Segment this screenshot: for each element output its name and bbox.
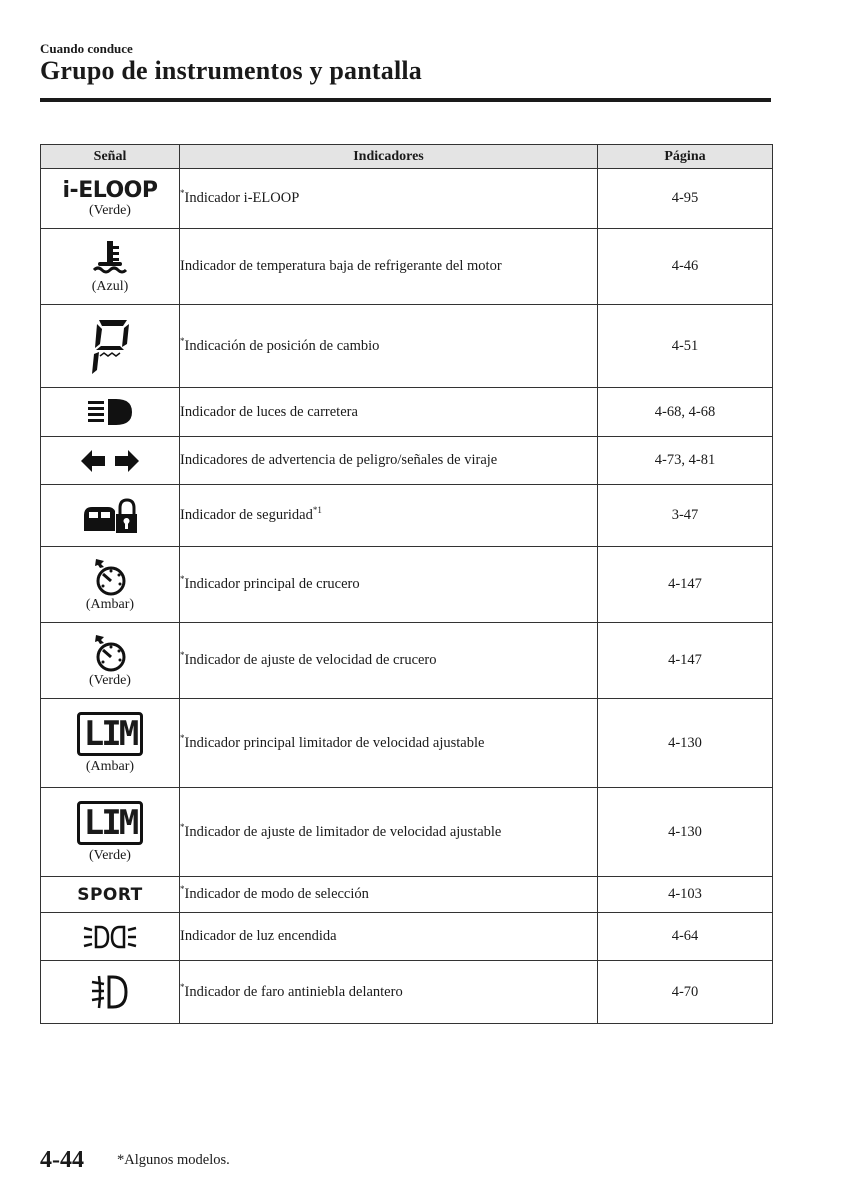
indicator-label: Indicador de ajuste de velocidad de crucero	[184, 652, 437, 668]
asterisk-mark: *	[180, 981, 185, 992]
table-row	[41, 229, 773, 305]
indicator-cell	[180, 547, 598, 623]
page-cell: 4-70	[598, 961, 773, 1024]
lim-icon: LIM	[77, 801, 143, 845]
indicator-label: Indicadores de advertencia de peligro/señales de viraje	[180, 452, 498, 468]
indicator-cell	[180, 169, 598, 229]
table-header-row	[41, 145, 773, 169]
table-row	[41, 437, 773, 485]
footnote-mark: *1	[312, 505, 322, 515]
cruise-main-icon	[90, 557, 130, 597]
security-lock-car-icon	[82, 497, 138, 535]
i-eloop-icon: i-ELOOP	[62, 177, 158, 203]
signal-cell	[41, 229, 180, 305]
shift-position-p-icon	[87, 316, 133, 376]
column-header-indicators: Indicadores	[180, 145, 598, 169]
column-header-page: Página	[598, 145, 773, 169]
table-row	[41, 169, 773, 229]
indicator-cell	[180, 437, 598, 485]
page-cell: 4-95	[598, 169, 773, 229]
indicator-cell	[180, 229, 598, 305]
indicator-cell	[180, 305, 598, 388]
asterisk-mark: *	[180, 188, 185, 198]
signal-cell	[41, 788, 180, 877]
indicator-cell	[180, 788, 598, 877]
color-label: (Verde)	[89, 672, 131, 688]
page-cell: 4-130	[598, 788, 773, 877]
table-row	[41, 788, 773, 877]
indicator-cell	[180, 877, 598, 913]
page-cell: 4-147	[598, 623, 773, 699]
signal-cell	[41, 547, 180, 623]
section-label: Cuando conduce	[40, 41, 133, 56]
signal-cell	[41, 699, 180, 788]
signal-cell	[41, 388, 180, 437]
page-cell: 4-130	[598, 699, 773, 788]
indicator-label: Indicador i-ELOOP	[184, 190, 300, 206]
table-row	[41, 913, 773, 961]
page-number: 4-44	[40, 1147, 84, 1173]
table-row	[41, 305, 773, 388]
column-header-signal: Señal	[41, 145, 180, 169]
indicator-cell	[180, 485, 598, 547]
indicator-label: Indicación de posición de cambio	[184, 337, 380, 354]
signal-cell	[41, 437, 180, 485]
indicator-table	[40, 144, 773, 1024]
color-label: (Ambar)	[85, 758, 135, 774]
color-label: (Verde)	[89, 847, 131, 863]
asterisk-mark: *	[180, 821, 185, 832]
indicator-cell	[180, 913, 598, 961]
color-label: (Azul)	[91, 278, 129, 294]
signal-cell	[41, 485, 180, 547]
page-cell: 4-64	[598, 913, 773, 961]
page-cell: 4-103	[598, 877, 773, 913]
low-coolant-temperature-icon	[90, 239, 130, 279]
table-row	[41, 623, 773, 699]
signal-cell	[41, 913, 180, 961]
table-row	[41, 961, 773, 1024]
turn-signal-arrows-icon	[81, 450, 139, 472]
cruise-set-icon	[90, 633, 130, 673]
indicator-label: Indicador de faro antiniebla delantero	[184, 983, 403, 1000]
indicator-cell	[180, 623, 598, 699]
page-cell: 4-68, 4-68	[598, 388, 773, 437]
page-cell: 4-46	[598, 229, 773, 305]
front-fog-light-icon	[90, 972, 130, 1012]
title-rule	[40, 98, 771, 102]
asterisk-mark: *	[180, 574, 185, 584]
table-row	[41, 388, 773, 437]
color-label: (Ambar)	[85, 596, 135, 612]
indicator-label: Indicador de temperatura baja de refrigerante del motor	[180, 258, 502, 274]
indicator-label: Indicador principal limitador de velocidad ajustable	[184, 734, 485, 751]
page-title: Grupo de instrumentos y pantalla	[40, 56, 423, 85]
table-row	[41, 485, 773, 547]
table-row	[41, 699, 773, 788]
footnote: *Algunos modelos.	[117, 1152, 230, 1168]
page-cell: 4-51	[598, 305, 773, 388]
table-row	[41, 877, 773, 913]
sport-mode-icon: SPORT	[77, 884, 143, 905]
high-beam-icon	[86, 398, 134, 426]
indicator-label: Indicador de seguridad	[180, 507, 313, 523]
page-cell: 3-47	[598, 485, 773, 547]
indicator-label: Indicador de luz encendida	[180, 928, 337, 944]
signal-cell	[41, 305, 180, 388]
lights-on-icon	[82, 924, 138, 950]
color-label: (Verde)	[89, 202, 131, 218]
page-cell: 4-73, 4-81	[598, 437, 773, 485]
asterisk-mark: *	[180, 650, 185, 660]
signal-cell	[41, 961, 180, 1024]
signal-cell	[41, 169, 180, 229]
indicator-label: Indicador de modo de selección	[184, 886, 369, 902]
indicator-label: Indicador principal de crucero	[184, 576, 360, 592]
signal-cell	[41, 623, 180, 699]
page-cell: 4-147	[598, 547, 773, 623]
table-row	[41, 547, 773, 623]
indicator-cell	[180, 699, 598, 788]
asterisk-mark: *	[180, 335, 185, 346]
indicator-label: Indicador de ajuste de limitador de velocidad ajustable	[184, 823, 502, 840]
asterisk-mark: *	[180, 884, 185, 894]
asterisk-mark: *	[180, 732, 185, 743]
lim-icon: LIM	[77, 712, 143, 756]
indicator-cell	[180, 961, 598, 1024]
indicator-label: Indicador de luces de carretera	[180, 403, 358, 420]
indicator-cell	[180, 388, 598, 437]
signal-cell	[41, 877, 180, 913]
